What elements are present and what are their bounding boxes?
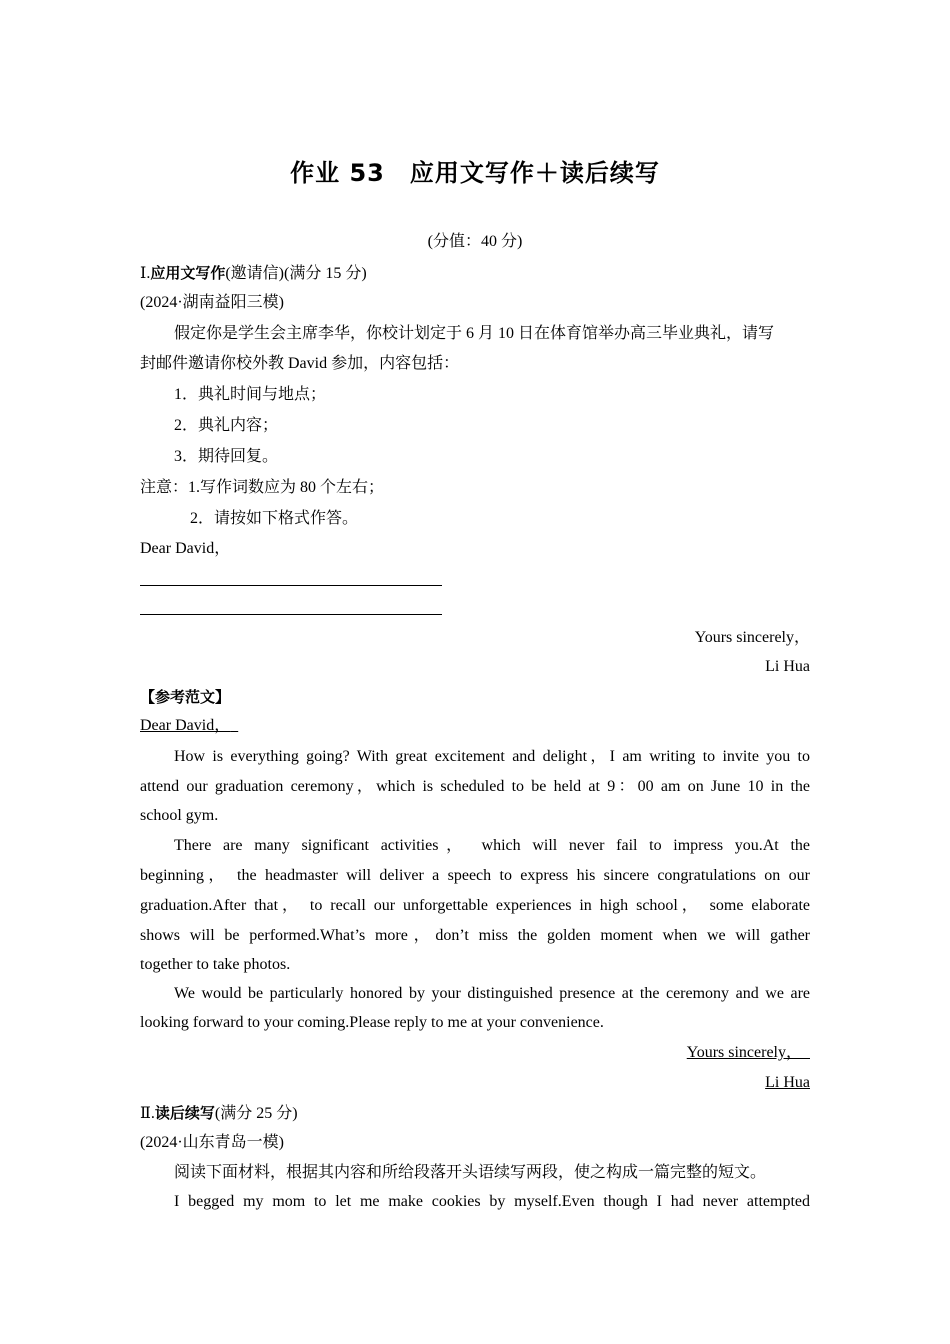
sample-greeting [140, 715, 810, 737]
requirement-item: 3．期待回复。 [174, 448, 279, 465]
score-total: (分值：40 分) [427, 233, 523, 250]
sample-greeting-text: Dear David， [140, 717, 231, 734]
sample-label: 【参考范文】 [140, 688, 231, 706]
sample-p1-line: school gym. [140, 807, 219, 824]
story-line: I begged my mom to let me make cookies by myself.Even though I had never attempted [174, 1193, 810, 1210]
sample-closing-text: Yours sincerely， [686, 1044, 802, 1061]
sample-p2-line: beginning， the headmaster will deliver a speech to express his sincere congratulations on our [140, 867, 810, 884]
answer-blank-line [140, 614, 442, 615]
sample-closing [140, 1042, 810, 1064]
sample-p2-line: graduation.After that， to recall our unforgettable experiences in high school， some elaborate [140, 897, 810, 914]
letter-greeting: Dear David， [140, 540, 231, 557]
sample-signature [140, 1072, 810, 1094]
note-line-1: 注意：1.写作词数应为 80 个左右； [140, 479, 385, 496]
sample-p2-line: together to take photos. [140, 956, 291, 973]
section2-heading-bold: 读后续写 [154, 1104, 215, 1122]
sample-p2-line: shows will be performed.What’s more，don’t miss the golden moment when we will gather [140, 927, 810, 944]
requirement-item: 2．典礼内容； [174, 417, 279, 434]
section1-heading-prefix: Ⅰ. [140, 265, 151, 282]
section1-heading-bold: 应用文写作 [150, 264, 226, 282]
section1-heading-rest: (邀请信)(满分 15 分) [225, 265, 367, 282]
sample-p2-line: There are many significant activities， which will never fail to impress you.At the [174, 837, 810, 854]
section1-heading [140, 262, 810, 285]
sample-p3-line: looking forward to your coming.Please reply to me at your convenience. [140, 1014, 604, 1031]
sample-p3-line: We would be particularly honored by your distinguished presence at the ceremony and we are [174, 985, 810, 1002]
letter-closing: Yours sincerely， [694, 629, 810, 646]
note-line-2: 2．请按如下格式作答。 [190, 510, 359, 527]
letter-signature: Li Hua [765, 658, 810, 675]
requirement-item: 1．典礼时间与地点； [174, 386, 327, 403]
prompt-line-2: 封邮件邀请你校外教 David 参加，内容包括： [140, 355, 460, 372]
section2-heading-prefix: Ⅱ. [140, 1105, 155, 1122]
sample-p1-line: How is everything going? With great excitement and delight，I am writing to invite you to [174, 748, 810, 765]
sample-p1-line: attend our graduation ceremony，which is scheduled to be held at 9：00 am on June 10 in the [140, 778, 810, 795]
sample-signature-text: Li Hua [765, 1074, 810, 1091]
page-title: 作业 53 应用文写作＋读后续写 [290, 159, 660, 187]
section2-heading [140, 1102, 810, 1125]
answer-blank-line [140, 585, 442, 586]
section2-source: (2024·山东青岛一模) [140, 1134, 284, 1151]
section2-heading-rest: (满分 25 分) [214, 1105, 298, 1122]
section2-instruction: 阅读下面材料，根据其内容和所给段落开头语续写两段，使之构成一篇完整的短文。 [174, 1164, 767, 1181]
section1-source: (2024·湖南益阳三模) [140, 294, 284, 311]
prompt-line-1: 假定你是学生会主席李华，你校计划定于 6 月 10 日在体育馆举办高三毕业典礼，请写 [174, 325, 775, 342]
